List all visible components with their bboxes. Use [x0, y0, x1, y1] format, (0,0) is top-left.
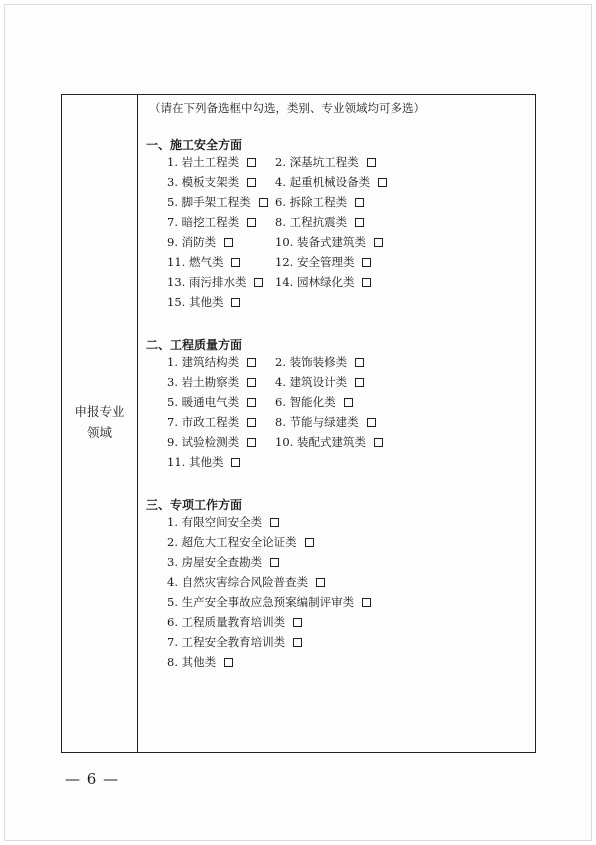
option-checkbox[interactable] [231, 258, 240, 267]
option-item [275, 394, 353, 410]
option-item [167, 654, 233, 670]
page-number: — 6 — [65, 770, 120, 788]
option-checkbox[interactable] [224, 658, 233, 667]
option-label: 4. 起重机械设备类 [275, 175, 371, 189]
option-checkbox[interactable] [355, 378, 364, 387]
option-item [167, 154, 256, 170]
option-checkbox[interactable] [247, 358, 256, 367]
option-label: 15. 其他类 [167, 295, 224, 309]
option-label: 1. 建筑结构类 [167, 355, 240, 369]
option-item [167, 414, 256, 430]
option-checkbox[interactable] [362, 258, 371, 267]
option-label: 3. 模板支架类 [167, 175, 240, 189]
row-label-line-2: 领域 [86, 424, 112, 440]
application-form-table [61, 94, 536, 753]
option-label: 6. 工程质量教育培训类 [167, 615, 286, 629]
row-label-line-1: 申报专业 [74, 403, 125, 419]
option-label: 6. 拆除工程类 [275, 195, 348, 209]
option-checkbox[interactable] [367, 418, 376, 427]
option-label: 5. 脚手架工程类 [167, 195, 251, 209]
option-label: 7. 工程安全教育培训类 [167, 635, 286, 649]
option-label: 8. 工程抗震类 [275, 215, 348, 229]
option-checkbox[interactable] [293, 638, 302, 647]
option-item [275, 214, 364, 230]
section-title-engineering-quality: 二、工程质量方面 [146, 338, 243, 352]
option-label: 1. 有限空间安全类 [167, 515, 263, 529]
option-checkbox[interactable] [247, 218, 256, 227]
option-checkbox[interactable] [374, 238, 383, 247]
option-item [167, 174, 256, 190]
option-item [167, 294, 240, 310]
option-label: 6. 智能化类 [275, 395, 336, 409]
option-item [167, 394, 256, 410]
option-checkbox[interactable] [231, 458, 240, 467]
option-label: 4. 自然灾害综合风险普查类 [167, 575, 309, 589]
option-checkbox[interactable] [344, 398, 353, 407]
option-checkbox[interactable] [231, 298, 240, 307]
option-checkbox[interactable] [259, 198, 268, 207]
option-label: 2. 超危大工程安全论证类 [167, 535, 297, 549]
option-label: 3. 房屋安全查勘类 [167, 555, 263, 569]
option-label: 2. 装饰装修类 [275, 355, 348, 369]
option-checkbox[interactable] [247, 178, 256, 187]
selection-hint: （请在下列备选框中勾选，类别、专业领域均可多选） [149, 101, 425, 115]
section-title-construction-safety: 一、施工安全方面 [146, 138, 243, 152]
option-item [167, 254, 240, 270]
option-item [275, 254, 371, 270]
option-item [275, 274, 371, 290]
option-item [275, 414, 376, 430]
option-label: 2. 深基坑工程类 [275, 155, 359, 169]
option-item [167, 274, 263, 290]
option-item [167, 354, 256, 370]
option-checkbox[interactable] [224, 238, 233, 247]
option-checkbox[interactable] [362, 598, 371, 607]
option-checkbox[interactable] [367, 158, 376, 167]
option-checkbox[interactable] [355, 218, 364, 227]
option-checkbox[interactable] [316, 578, 325, 587]
options-cell [139, 95, 535, 752]
option-checkbox[interactable] [247, 378, 256, 387]
option-label: 14. 园林绿化类 [275, 275, 355, 289]
row-label [69, 401, 131, 443]
option-label: 7. 市政工程类 [167, 415, 240, 429]
option-checkbox[interactable] [270, 518, 279, 527]
option-label: 1. 岩土工程类 [167, 155, 240, 169]
option-checkbox[interactable] [247, 418, 256, 427]
option-checkbox[interactable] [355, 358, 364, 367]
option-item [275, 174, 387, 190]
option-item [167, 434, 256, 450]
option-label: 3. 岩土勘察类 [167, 375, 240, 389]
option-checkbox[interactable] [362, 278, 371, 287]
row-label-cell [62, 95, 138, 752]
option-item [275, 194, 364, 210]
option-label: 7. 暗挖工程类 [167, 215, 240, 229]
page [4, 4, 592, 841]
option-item [167, 594, 371, 610]
option-item [275, 354, 364, 370]
option-checkbox[interactable] [270, 558, 279, 567]
option-item [275, 234, 383, 250]
option-item [167, 214, 256, 230]
option-item [275, 374, 364, 390]
option-checkbox[interactable] [305, 538, 314, 547]
option-item [167, 554, 279, 570]
option-checkbox[interactable] [374, 438, 383, 447]
option-item [167, 534, 314, 550]
option-item [167, 514, 279, 530]
option-checkbox[interactable] [378, 178, 387, 187]
option-label: 9. 消防类 [167, 235, 217, 249]
option-label: 8. 节能与绿建类 [275, 415, 359, 429]
option-checkbox[interactable] [355, 198, 364, 207]
option-checkbox[interactable] [247, 158, 256, 167]
option-label: 12. 安全管理类 [275, 255, 355, 269]
option-label: 13. 雨污排水类 [167, 275, 247, 289]
option-item [275, 154, 376, 170]
option-item [167, 614, 302, 630]
option-label: 5. 生产安全事故应急预案编制评审类 [167, 595, 355, 609]
option-label: 4. 建筑设计类 [275, 375, 348, 389]
option-checkbox[interactable] [293, 618, 302, 627]
option-label: 11. 其他类 [167, 455, 224, 469]
option-item [167, 374, 256, 390]
option-item [167, 634, 302, 650]
option-checkbox[interactable] [247, 398, 256, 407]
option-item [167, 454, 240, 470]
option-item [167, 234, 233, 250]
section-title-special-work: 三、专项工作方面 [146, 498, 243, 512]
option-label: 11. 燃气类 [167, 255, 224, 269]
option-checkbox[interactable] [247, 438, 256, 447]
option-label: 10. 装备式建筑类 [275, 235, 366, 249]
option-label: 10. 装配式建筑类 [275, 435, 366, 449]
option-label: 5. 暖通电气类 [167, 395, 240, 409]
option-item [167, 574, 325, 590]
option-item [275, 434, 383, 450]
option-label: 8. 其他类 [167, 655, 217, 669]
option-label: 9. 试验检测类 [167, 435, 240, 449]
option-item [167, 194, 268, 210]
option-checkbox[interactable] [254, 278, 263, 287]
